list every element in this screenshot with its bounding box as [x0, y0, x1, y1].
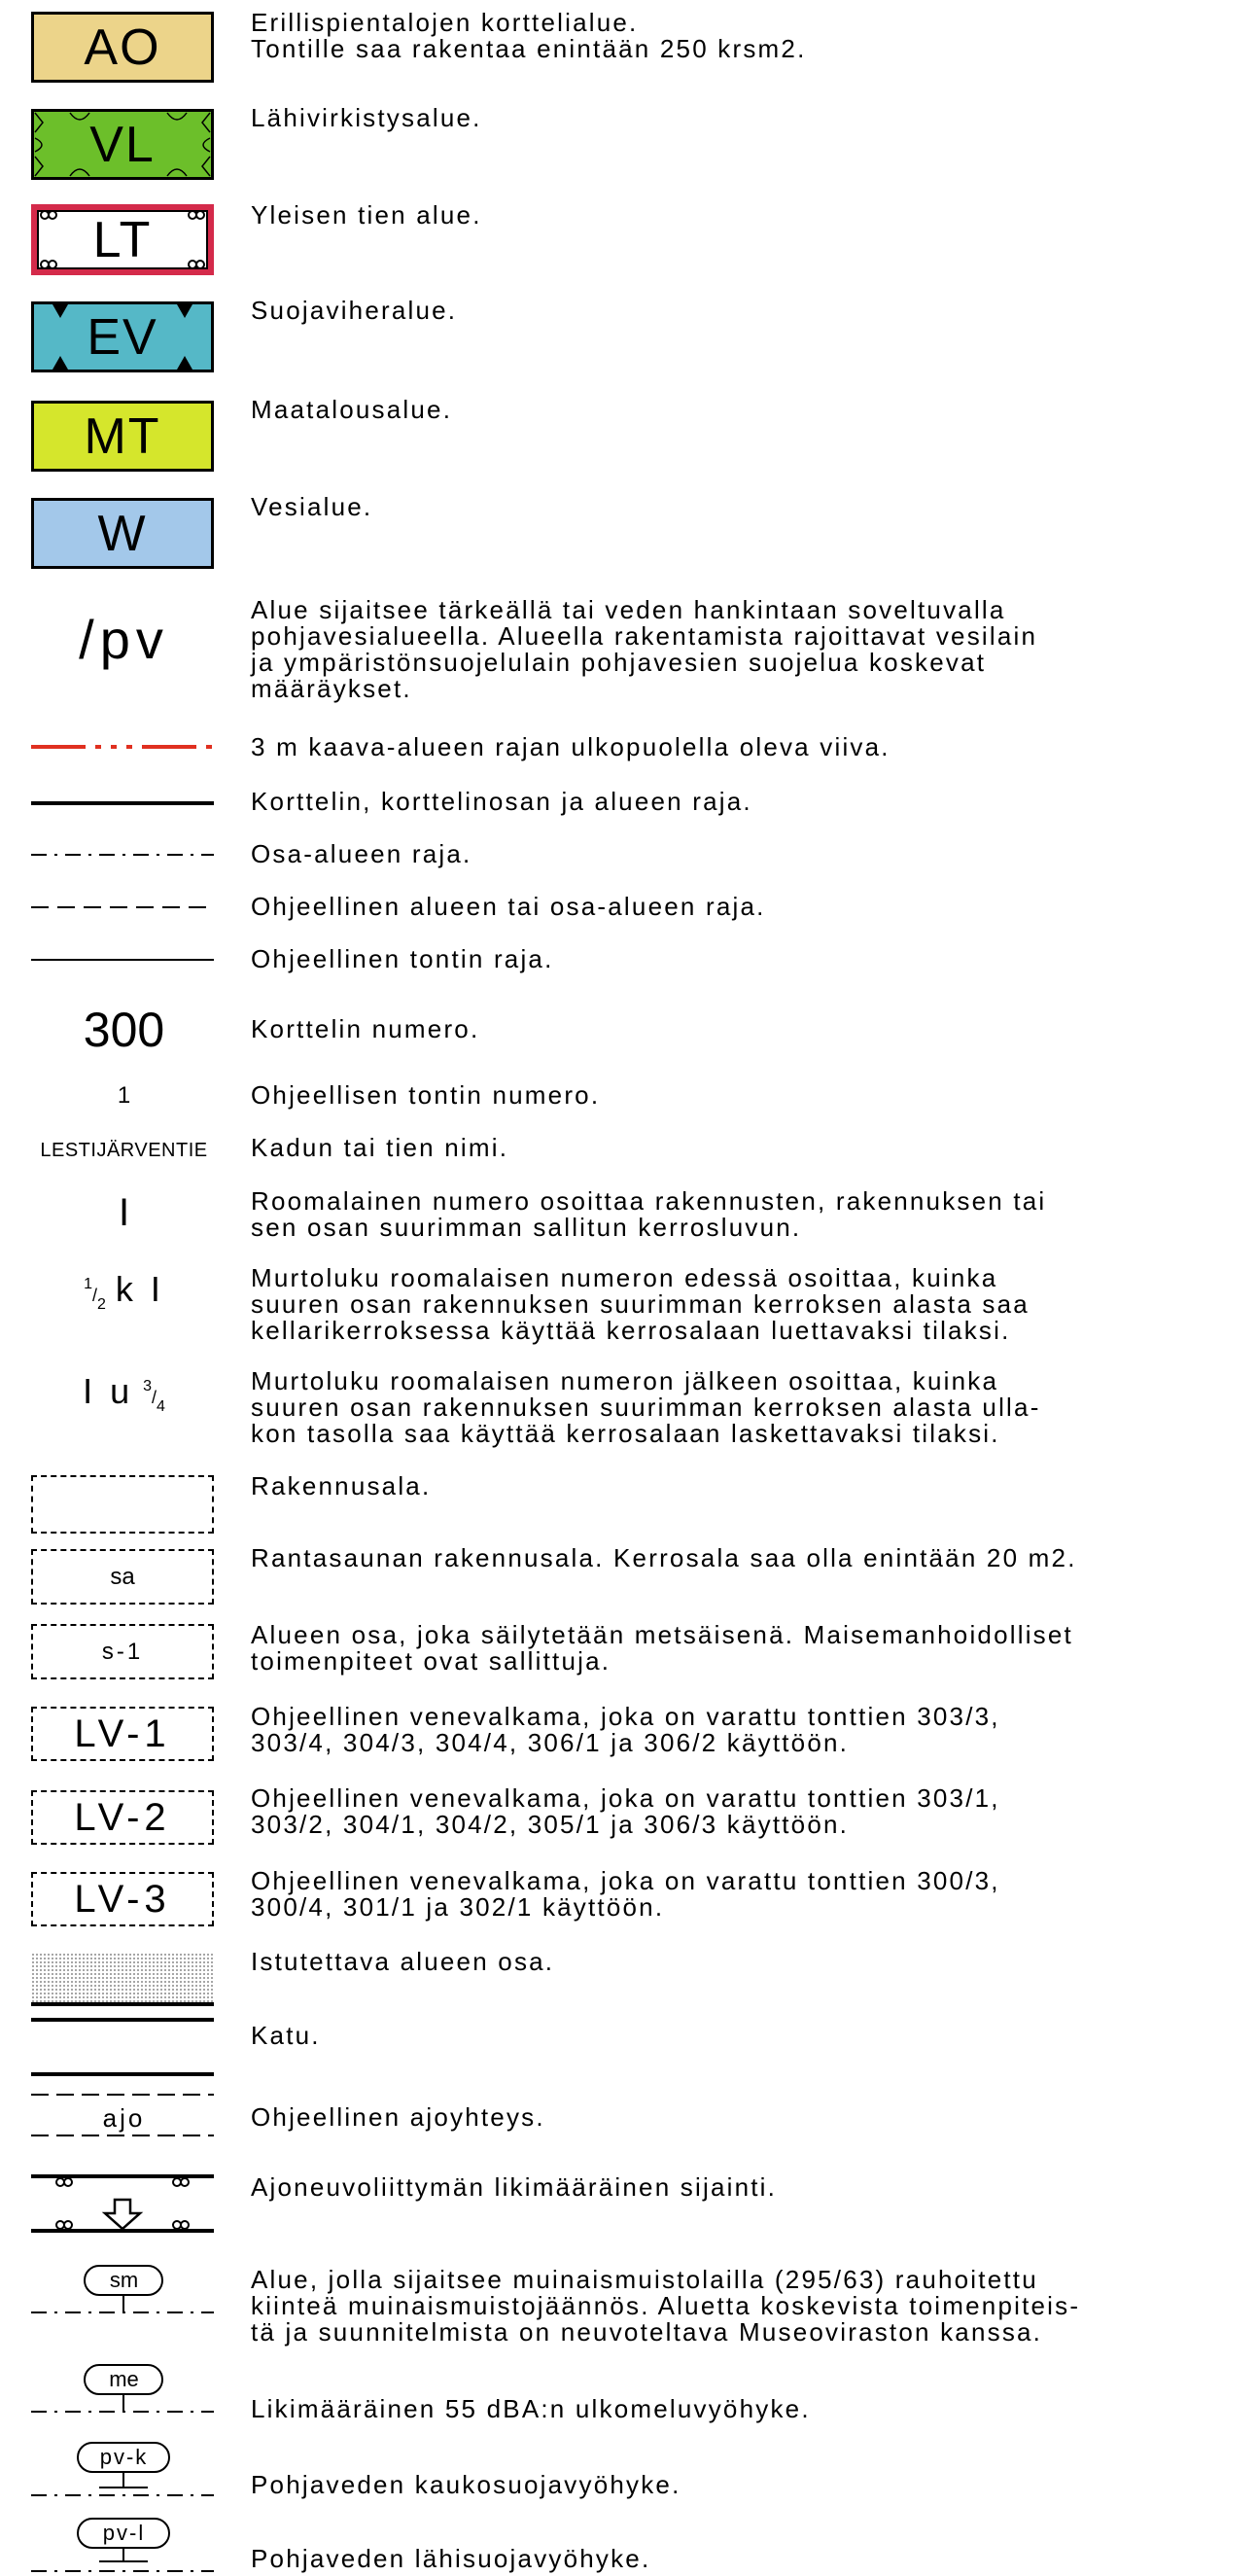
- text-redline: 3 m kaava-alueen rajan ulkopuolella oleva viiva.: [251, 732, 890, 761]
- code-lv3: LV-3: [74, 1877, 171, 1921]
- symbol-mt: [31, 401, 214, 472]
- text-w: Vesialue.: [251, 492, 373, 521]
- fraction-after-code: I u: [83, 1371, 134, 1411]
- text-sm: Alue, jolla sijaitsee muinaismuistolailla (295/63) rauhoitettu kiinteä muinaismuistojäännös. Aluetta koskevista toimenpiteis- tä ja suunnitelmista on neuvoteltava Museoviraston kanssa.: [251, 2265, 1081, 2347]
- symbol-fraction-after: I u $^3/_4$: [83, 1371, 165, 1416]
- symbol-ao: [31, 12, 214, 83]
- text-mt: Maatalousalue.: [251, 395, 453, 424]
- fraction-after-num: 3: [143, 1378, 153, 1394]
- fraction-before-num: 1: [84, 1276, 92, 1292]
- code-lt: LT: [92, 211, 153, 268]
- text-vehicle: Ajoneuvoliittymän likimääräinen sijainti.: [251, 2172, 778, 2202]
- text-block-number: Korttelin numero.: [251, 1014, 480, 1043]
- code-ao: AO: [84, 18, 161, 76]
- text-plot-number: Ohjeellisen tontin numero.: [251, 1080, 601, 1110]
- symbol-subarea-border: [31, 852, 216, 858]
- text-drive: Ohjeellinen ajoyhteys.: [251, 2102, 545, 2132]
- text-lv2: Ohjeellinen venevalkama, joka on varattu tonttien 303/1, 303/2, 304/1, 304/2, 305/1 ja 306/3 käyttöön.: [251, 1783, 1000, 1839]
- code-lv1: LV-1: [74, 1711, 171, 1755]
- symbol-lv1: [31, 1707, 214, 1761]
- symbol-redline: [31, 743, 216, 751]
- code-w: W: [97, 505, 148, 562]
- fraction-before-den: 2: [96, 1296, 106, 1314]
- text-forest: Alueen osa, joka säilytetään metsäisenä. Maisemanhoidolliset toimenpiteet ovat sallittuja.: [251, 1620, 1073, 1676]
- symbol-guide-plot-border: [31, 957, 216, 963]
- symbol-street-name: LESTIJÄRVENTIE: [40, 1140, 208, 1161]
- text-lv1: Ohjeellinen venevalkama, joka on varattu tonttien 303/3, 303/4, 304/3, 304/4, 306/1 ja 306/2 käyttöön.: [251, 1702, 1000, 1757]
- symbol-vehicle: [31, 2169, 216, 2239]
- text-street: Katu.: [251, 2021, 321, 2050]
- text-building-area: Rakennusala.: [251, 1471, 432, 1500]
- symbol-plot-number: 1: [117, 1082, 131, 1109]
- symbol-pv: /pv: [79, 609, 169, 670]
- text-lt: Yleisen tien alue.: [251, 200, 482, 229]
- text-subarea-border: Osa-alueen raja.: [251, 839, 472, 868]
- code-forest: s-1: [101, 1638, 144, 1665]
- text-pvl: Pohjaveden lähisuojavyöhyke.: [251, 2544, 651, 2573]
- text-fraction-before: Murtoluku roomalaisen numeron edessä osoittaa, kuinka suuren osan rakennuksen suurimman kerroksen alasta saa kellarikerroksessa käyttää kerrosalaan luettavaksi tilaksi.: [251, 1263, 1030, 1345]
- symbol-forest: [31, 1624, 214, 1679]
- symbol-block-number: 300: [83, 1003, 165, 1057]
- fraction-before-code: k I: [115, 1269, 164, 1309]
- text-roman: Roomalainen numero osoittaa rakennusten, rakennuksen tai sen osan suurimman sallitun kerrosluvun.: [251, 1186, 1047, 1242]
- code-mt: MT: [84, 407, 161, 465]
- symbol-building-area: [31, 1475, 214, 1534]
- text-street-name: Kadun tai tien nimi.: [251, 1133, 509, 1162]
- text-planted: Istutettava alueen osa.: [251, 1947, 555, 1976]
- arrow-down-icon: [105, 2200, 140, 2229]
- code-vl: VL: [89, 116, 156, 173]
- text-lv3: Ohjeellinen venevalkama, joka on varattu tonttien 300/3, 300/4, 301/1 ja 302/1 käyttöön.: [251, 1866, 1000, 1922]
- symbol-lt: [31, 204, 214, 275]
- fraction-after-den: 4: [157, 1398, 165, 1416]
- text-ev: Suojaviheralue.: [251, 296, 458, 325]
- code-pvl: pv-l: [102, 2521, 146, 2545]
- code-sm: sm: [109, 2268, 139, 2292]
- code-pvk: pv-k: [99, 2445, 149, 2469]
- text-pvk: Pohjaveden kaukosuojavyöhyke.: [251, 2470, 681, 2499]
- text-block-border: Korttelin, korttelinosan ja alueen raja.: [251, 787, 752, 816]
- symbol-lv2: [31, 1790, 214, 1845]
- code-me: me: [109, 2367, 139, 2391]
- text-me: Likimääräinen 55 dBA:n ulkomeluvyöhyke.: [251, 2394, 811, 2423]
- symbol-lv3: [31, 1872, 214, 1926]
- symbol-sauna: [31, 1549, 214, 1605]
- text-guide-area-border: Ohjeellinen alueen tai osa-alueen raja.: [251, 892, 766, 921]
- symbol-guide-area-border: [31, 904, 216, 910]
- code-drive: ajo: [102, 2103, 146, 2133]
- text-pv: Alue sijaitsee tärkeällä tai veden hankintaan soveltuvalla pohjavesialueella. Alueella rakentamista rajoittavat vesilain ja ympäristönsuojelulain pohjavesien suojelua koskevat määräykset.: [251, 595, 1038, 703]
- code-ev: EV: [87, 308, 158, 366]
- code-sauna: sa: [110, 1563, 135, 1590]
- text-ao: Erillispientalojen korttelialue. Tontille saa rakentaa enintään 250 krsm2.: [251, 8, 807, 63]
- symbol-planted: [31, 1953, 216, 2007]
- code-lv2: LV-2: [74, 1795, 171, 1839]
- text-guide-plot-border: Ohjeellinen tontin raja.: [251, 944, 554, 973]
- symbol-street: [31, 2016, 216, 2084]
- text-fraction-after: Murtoluku roomalaisen numeron jälkeen osoittaa, kuinka suuren osan rakennuksen suurimman kerroksen alasta ulla- kon tasolla saa käyttää kerrosalaan laskettavaksi tilaksi.: [251, 1366, 1041, 1448]
- symbol-w: [31, 498, 214, 569]
- symbol-roman: I: [118, 1191, 130, 1234]
- symbol-vl: [31, 109, 214, 180]
- text-sauna: Rantasaunan rakennusala. Kerrosala saa olla enintään 20 m2.: [251, 1543, 1077, 1572]
- text-vl: Lähivirkistysalue.: [251, 103, 482, 132]
- symbol-block-border: [31, 799, 216, 807]
- symbol-ev: [31, 301, 214, 372]
- symbol-fraction-before: $^1/_2$ k I: [84, 1269, 164, 1314]
